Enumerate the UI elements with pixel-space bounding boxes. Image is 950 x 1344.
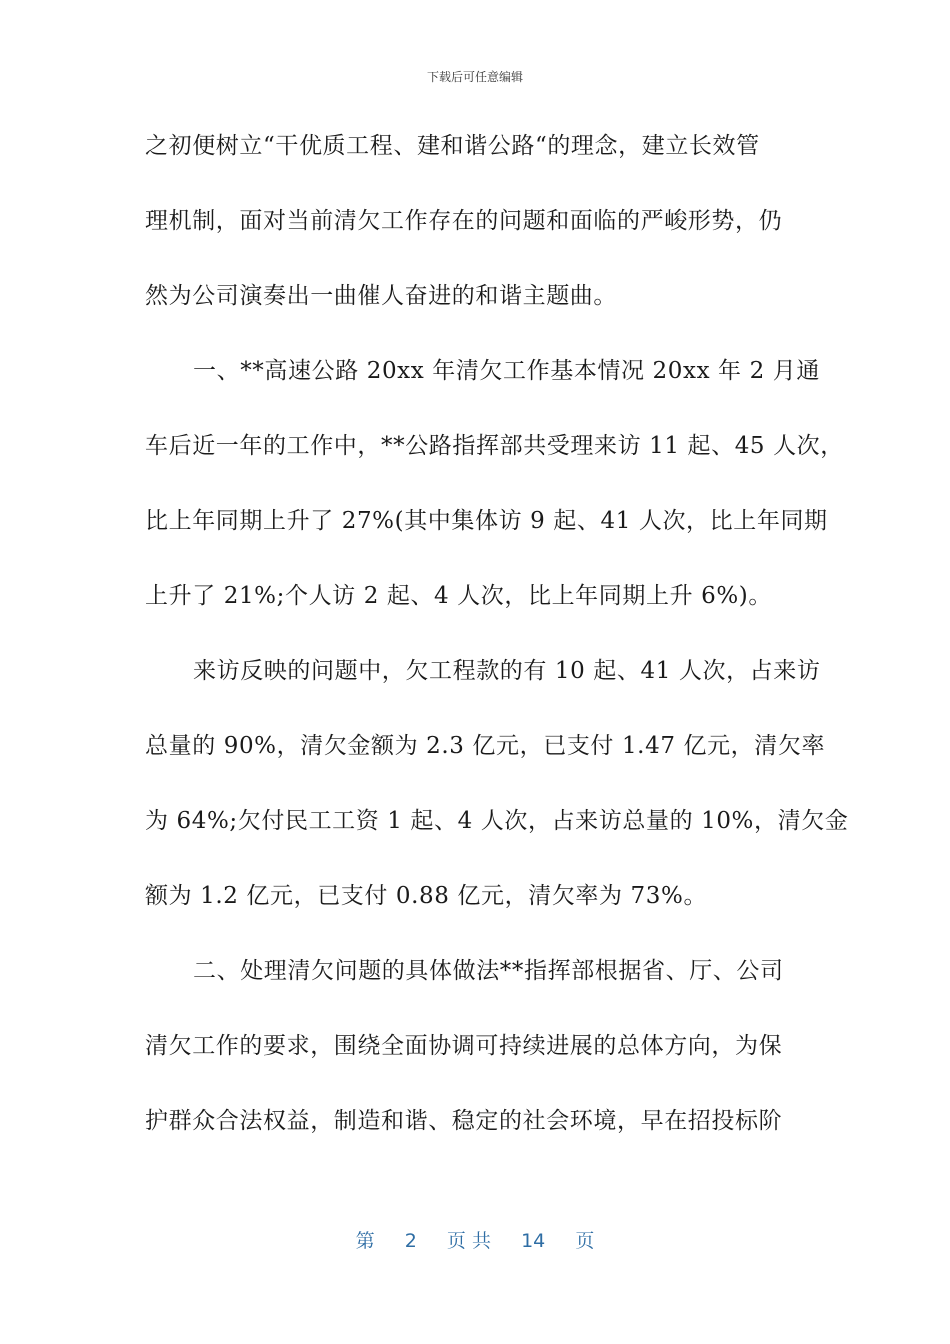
body-line: 二、处理清欠问题的具体做法**指挥部根据省、厅、公司 (193, 958, 784, 984)
body-line: 之初便树立“干优质工程、建和谐公路“的理念，建立长效管 (145, 133, 760, 159)
footer-suffix: 页 (575, 1230, 595, 1252)
page-footer (0, 1226, 950, 1253)
footer-page-number: 2 (404, 1230, 417, 1252)
footer-total-pages: 14 (521, 1230, 546, 1252)
body-line: 然为公司演奏出一曲催人奋进的和谐主题曲。 (145, 283, 617, 309)
body-line: 清欠工作的要求，围绕全面协调可持续进展的总体方向，为保 (145, 1033, 783, 1059)
body-line: 来访反映的问题中，欠工程款的有 10 起、41 人次，占来访 (193, 658, 821, 684)
footer-middle: 页 共 (446, 1230, 491, 1252)
footer-prefix: 第 (355, 1230, 375, 1252)
body-line: 为 64%;欠付民工工资 1 起、4 人次，占来访总量的 10%，清欠金 (145, 808, 849, 834)
body-line: 理机制，面对当前清欠工作存在的问题和面临的严峻形势，仍 (145, 208, 783, 234)
body-line: 护群众合法权益，制造和谐、稳定的社会环境，早在招投标阶 (145, 1108, 783, 1134)
body-line: 上升了 21%;个人访 2 起、4 人次，比上年同期上升 6%)。 (145, 583, 772, 609)
page-header: 下载后可任意编辑 (426, 70, 523, 84)
body-line: 车后近一年的工作中，**公路指挥部共受理来访 11 起、45 人次， (145, 433, 844, 459)
body-line: 额为 1.2 亿元，已支付 0.88 亿元，清欠率为 73%。 (145, 883, 708, 909)
body-line: 总量的 90%，清欠金额为 2.3 亿元，已支付 1.47 亿元，清欠率 (145, 733, 826, 759)
document-body (145, 127, 849, 1177)
body-line: 比上年同期上升了 27%(其中集体访 9 起、41 人次，比上年同期 (145, 508, 828, 534)
body-line: 一、**高速公路 20xx 年清欠工作基本情况 20xx 年 2 月通 (193, 358, 820, 384)
